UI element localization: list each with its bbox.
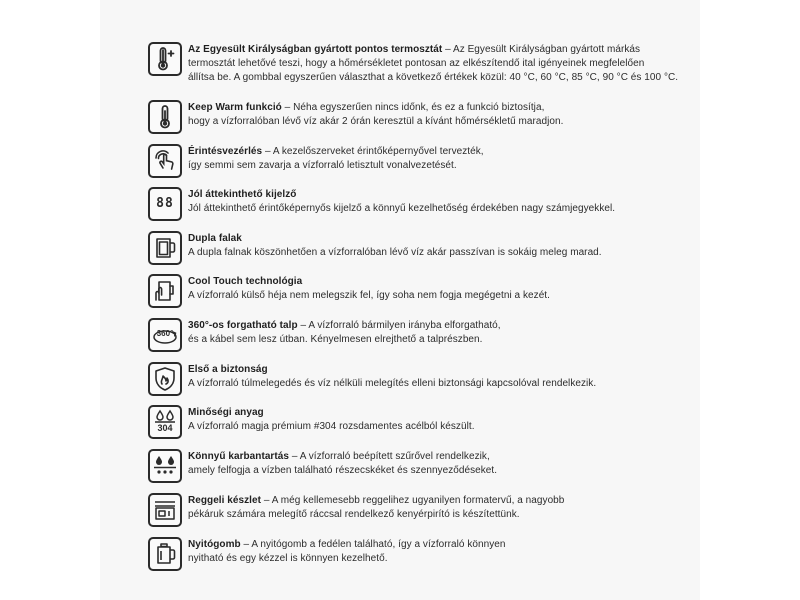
feature-line: pékáruk számára melegítő ráccsal rendelkező kenyérpirító is készítettünk. [188, 509, 520, 520]
water-drops-filter-icon [148, 449, 182, 483]
feature-title: Jól áttekinthető kijelző [188, 189, 297, 200]
feature-line: Az Egyesült Királyságban gyártott márkás [452, 44, 641, 55]
thermometer-icon [148, 100, 182, 134]
display-88-icon [148, 187, 182, 221]
feature-display [148, 187, 688, 221]
rotation-360-icon [148, 318, 182, 352]
feature-open-button [148, 537, 688, 571]
feature-cool-touch [148, 274, 688, 308]
separator: – [261, 495, 272, 506]
separator: – [442, 44, 453, 55]
rotation-label: 360° [156, 329, 174, 338]
feature-line: A vízforraló beépített szűrővel rendelkezik, [299, 451, 490, 462]
feature-breakfast-set [148, 493, 688, 527]
feature-thermostat [148, 42, 688, 83]
feature-title: Reggeli készlet [188, 495, 262, 506]
feature-line: amely felfogja a vízben található részecskéket és szennyeződéseket. [188, 465, 498, 476]
feature-title: Könnyű karbantartás [188, 451, 289, 462]
feature-line: nyitható és egy kézzel is könnyen kezelhető. [188, 553, 388, 564]
double-wall-kettle-icon [148, 231, 182, 265]
feature-line: állítsa be. A gombbal egyszerűen választhat a következő értékek közül: 40 °C, 60 °C, 85 °C, 90 °C és 100 °C. [188, 72, 679, 83]
feature-title: Minőségi anyag [188, 407, 264, 418]
feature-line: Jól áttekinthető érintőképernyős kijelző a könnyű kezelhetőség érdekében nagy számjegyekkel. [188, 203, 616, 214]
feature-line: termosztát lehetővé teszi, hogy a hőmérsékletet pontosan az elkészítendő ital igényeinek megfelelően [188, 58, 645, 69]
feature-quality-material [148, 405, 688, 439]
feature-title: Dupla falak [188, 233, 242, 244]
feature-line: hogy a vízforralóban lévő víz akár 2 órán keresztül a kívánt hőmérsékletű maradjon. [188, 116, 564, 127]
feature-line: A vízforraló bármilyen irányba elforgatható, [308, 320, 501, 331]
feature-line: és a kábel sem lesz útban. Kényelmesen elrejthető a talprészben. [188, 334, 483, 345]
separator: – [281, 102, 294, 113]
feature-line: Néha egyszerűen nincs időnk, és ez a funkció biztosítja, [293, 102, 545, 113]
feature-title: 360°-os forgatható talp [188, 320, 298, 331]
feature-line: A vízforraló magja prémium #304 rozsdamentes acélból készült. [188, 421, 475, 432]
feature-title: Az Egyesült Királyságban gyártott pontos termosztát [188, 44, 443, 55]
feature-double-wall [148, 231, 688, 265]
feature-touch-control [148, 144, 688, 178]
feature-title: Érintésvezérlés [188, 146, 263, 157]
separator: – [262, 146, 273, 157]
feature-rotating-base [148, 318, 688, 352]
steel-grade-label: 304 [157, 423, 173, 433]
display-digits: 88 [156, 196, 174, 211]
feature-easy-maintenance [148, 449, 688, 483]
feature-line: A vízforraló túlmelegedés és víz nélküli melegítés elleni biztonsági kapcsolóval rendelkezik. [188, 378, 597, 389]
feature-line: A kezelőszerveket érintőképernyővel tervezték, [272, 146, 484, 157]
breakfast-set-icon [148, 493, 182, 527]
feature-safety [148, 362, 688, 396]
feature-title: Cool Touch technológia [188, 276, 303, 287]
safety-shield-icon [148, 362, 182, 396]
separator: – [288, 451, 300, 462]
separator: – [240, 539, 252, 550]
feature-line: A vízforraló külső héja nem melegszik fel, így soha nem fogja megégetni a kezét. [188, 290, 550, 301]
feature-keep-warm [148, 100, 688, 134]
feature-line: A dupla falnak köszönhetően a vízforralóban lévő víz akár passzívan is sokáig meleg marad. [188, 247, 602, 258]
feature-line: A nyitógomb a fedélen található, így a vízforraló könnyen [251, 539, 506, 550]
separator: – [297, 320, 309, 331]
cool-touch-hand-icon [148, 274, 182, 308]
thermometer-plus-icon [148, 42, 182, 76]
feature-title: Nyitógomb [188, 539, 241, 550]
touch-icon [148, 144, 182, 178]
feature-title: Első a biztonság [188, 364, 268, 375]
feature-title: Keep Warm funkció [188, 102, 282, 113]
kettle-lid-button-icon [148, 537, 182, 571]
feature-line: így semmi sem zavarja a vízforraló letisztult vonalvezetését. [188, 160, 457, 171]
steel-304-icon [148, 405, 182, 439]
feature-line: A még kellemesebb reggelihez ugyanilyen formatervű, a nagyobb [271, 495, 565, 506]
